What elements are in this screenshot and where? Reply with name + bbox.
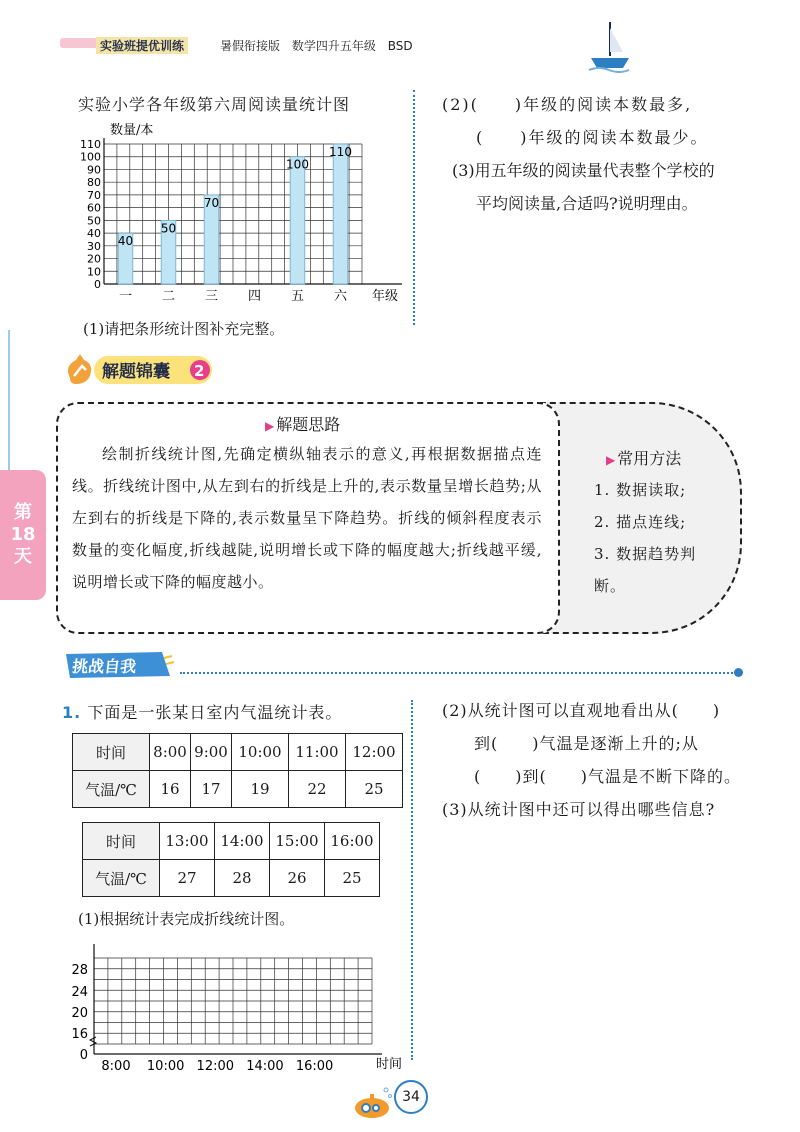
section-divider <box>180 672 736 674</box>
table-row <box>83 860 380 897</box>
temperature-table-1 <box>72 733 403 808</box>
methods-item: 3. 数据趋势判断。 <box>594 545 697 595</box>
y-tick-label: 0 <box>94 278 101 291</box>
y-tick-label: 24 <box>71 985 88 1000</box>
day-tab-label: 第18天 <box>10 502 36 567</box>
y-tick-label: 100 <box>80 150 101 164</box>
y-tick-label: 70 <box>87 188 101 202</box>
tips-badge <box>60 352 220 388</box>
table-cell: 9:00 <box>191 734 232 771</box>
x-tick-label: 12:00 <box>196 1059 235 1070</box>
y-tick-label: 40 <box>87 227 101 241</box>
triangle-icon: ▶ <box>265 419 275 433</box>
x-axis-label: 年级 <box>372 289 399 304</box>
submarine-icon <box>352 1082 396 1122</box>
y-tick-label: 20 <box>87 252 101 266</box>
tips-badge-number: 2 <box>194 362 205 380</box>
x-tick-label: 四 <box>247 289 262 304</box>
question1-part3-line2: 平均阅读量,合适吗?说明理由。 <box>476 194 698 213</box>
x-tick-label: 三 <box>204 289 219 304</box>
table-cell: 气温/℃ <box>83 860 160 897</box>
problem1-part2-line1: (2)从统计图可以直观地看出从( ) <box>442 701 721 720</box>
problem1-part1: (1)根据统计表完成折线统计图。 <box>78 910 295 928</box>
methods-title-text: 常用方法 <box>617 449 682 468</box>
x-tick-label: 六 <box>333 289 348 304</box>
table-cell: 12:00 <box>346 734 403 771</box>
tips-title-text: 解题思路 <box>276 415 341 434</box>
table-cell: 16:00 <box>325 823 380 860</box>
problem1-text: 下面是一张某日室内气温统计表。 <box>87 703 343 722</box>
header-edition: 暑假衔接版 <box>220 39 281 53</box>
problem1-part2-line3: ( )到( )气温是不断下降的。 <box>474 767 741 786</box>
table-row <box>83 823 380 860</box>
chart1-title: 实验小学各年级第六周阅读量统计图 <box>78 95 351 114</box>
x-tick-label: 14:00 <box>246 1059 284 1070</box>
x-axis-label: 时间 <box>376 1057 403 1070</box>
header-code: BSD <box>387 39 413 53</box>
triangle-icon: ▶ <box>606 453 616 467</box>
challenge-badge <box>62 650 176 680</box>
x-tick-label: 16:00 <box>295 1059 334 1070</box>
temperature-table-2 <box>82 822 380 897</box>
side-decoration <box>8 330 10 470</box>
methods-item: 2. 描点连线; <box>594 513 687 531</box>
bar <box>333 144 348 284</box>
table-cell: 10:00 <box>232 734 289 771</box>
header-subject: 数学四升五年级 <box>291 39 376 53</box>
x-tick-label: 五 <box>290 289 305 304</box>
table-row <box>73 771 403 808</box>
table-cell: 27 <box>160 860 215 897</box>
y-tick-label: 60 <box>87 201 101 215</box>
bar-data-label: 50 <box>160 221 177 236</box>
table-cell: 11:00 <box>289 734 346 771</box>
header-info <box>220 37 413 54</box>
table-cell: 28 <box>215 860 270 897</box>
line-chart-grid <box>58 940 408 1070</box>
page-number: 34 <box>394 1080 428 1114</box>
tips-body: 绘制折线统计图,先确定横纵轴表示的意义,再根据数据描点连线。折线统计图中,从左到右的折线是上升的,表示数量呈增长趋势;从左到右的折线是下降的,表示数量呈下降趋势。折线的倾斜程度表示数量的变化幅度,折线越陡,说明增长或下降的幅度越大;折线越平缓,说明增长或下降的幅度越小。 <box>72 445 542 591</box>
bar-data-label: 110 <box>329 145 352 159</box>
question1-part3-line1: (3)用五年级的阅读量代表整个学校的 <box>452 161 715 180</box>
y-axis-label: 数量/本 <box>110 123 154 138</box>
table-cell: 17 <box>191 771 232 808</box>
header-decoration <box>60 38 100 48</box>
header-brand: 实验班提优训练 <box>96 37 188 54</box>
table-cell: 气温/℃ <box>73 771 150 808</box>
column-divider <box>413 90 415 325</box>
challenge-label: 挑战自我 <box>71 657 138 676</box>
divider-dot <box>734 668 743 677</box>
bar <box>290 157 305 284</box>
y-tick-label: 80 <box>87 176 101 190</box>
y-tick-label: 10 <box>87 265 101 279</box>
question1-part2-line1: (2)( )年级的阅读本数最多, <box>442 95 693 114</box>
problem1-part3: (3)从统计图中还可以得出哪些信息? <box>442 800 716 819</box>
question1-part1: (1)请把条形统计图补充完整。 <box>83 320 285 338</box>
table-cell: 25 <box>346 771 403 808</box>
x-tick-label: 二 <box>161 289 176 304</box>
y-tick-label: 50 <box>87 214 101 228</box>
problem1-number: 1. <box>62 703 82 722</box>
x-tick-label: 一 <box>118 289 133 304</box>
axis-break-mark <box>90 1037 96 1046</box>
problem1-part2-line2: 到( )气温是逐渐上升的;从 <box>474 734 699 753</box>
x-tick-label: 8:00 <box>101 1059 131 1070</box>
table-cell: 25 <box>325 860 380 897</box>
table-cell: 8:00 <box>150 734 191 771</box>
table-row <box>73 734 403 771</box>
problem1-stem <box>62 700 342 723</box>
sailboat-icon <box>585 20 635 76</box>
table-cell: 14:00 <box>215 823 270 860</box>
tips-title <box>265 412 340 435</box>
bar-chart <box>62 118 412 318</box>
table-cell: 时间 <box>83 823 160 860</box>
y-tick-label: 110 <box>80 138 101 151</box>
bar-data-label: 100 <box>286 157 309 172</box>
table-cell: 15:00 <box>270 823 325 860</box>
y-tick-label: 0 <box>79 1048 88 1063</box>
y-tick-label: 16 <box>71 1027 88 1042</box>
y-tick-label: 28 <box>71 963 88 978</box>
table-cell: 时间 <box>73 734 150 771</box>
table-cell: 26 <box>270 860 325 897</box>
bar-data-label: 40 <box>117 234 134 249</box>
table-cell: 19 <box>232 771 289 808</box>
methods-list <box>594 474 724 602</box>
y-tick-label: 30 <box>87 239 101 253</box>
x-tick-label: 10:00 <box>146 1059 185 1070</box>
table-cell: 22 <box>289 771 346 808</box>
y-tick-label: 90 <box>87 163 101 177</box>
tips-badge-label: 解题锦囊 <box>102 362 170 382</box>
methods-item: 1. 数据读取; <box>594 481 687 499</box>
table-cell: 13:00 <box>160 823 215 860</box>
y-tick-label: 20 <box>71 1006 88 1021</box>
column-divider <box>411 700 413 1060</box>
methods-title <box>606 446 681 469</box>
bar-data-label: 70 <box>203 195 220 210</box>
question1-part2-line2: ( )年级的阅读本数最少。 <box>476 128 709 147</box>
table-cell: 16 <box>150 771 191 808</box>
